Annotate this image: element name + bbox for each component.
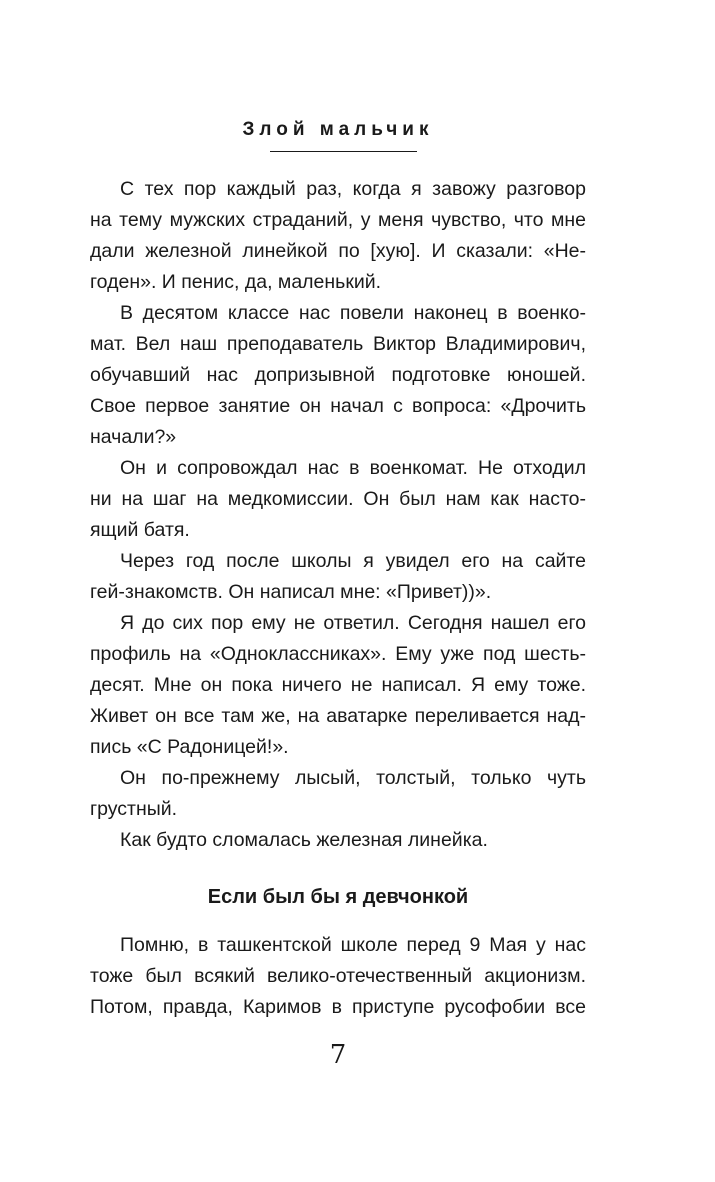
text-line: годен». И пенис, да, маленький. xyxy=(90,271,382,293)
text-line: начали?» xyxy=(90,426,177,448)
text-line: тоже был всякий велико-отечественный акционизм. xyxy=(90,965,586,987)
text-line: на тему мужских страданий, у меня чувство, что мне xyxy=(90,209,586,231)
text-line: дали железной линейкой по [хую]. И сказали: «Не- xyxy=(90,240,586,262)
section-body xyxy=(90,930,586,1023)
text-line: ящий батя. xyxy=(90,519,190,541)
text-line: Как будто сломалась железная линейка. xyxy=(120,829,488,851)
text-line: В десятом классе нас повели наконец в военко- xyxy=(120,302,586,324)
text-line: Через год после школы я увидел его на сайте xyxy=(120,550,586,572)
section-title: Если был бы я девчонкой xyxy=(207,886,469,908)
text-line: пись «С Радоницей!». xyxy=(90,736,289,758)
text-line: Потом, правда, Каримов в приступе русофобии все xyxy=(90,996,586,1018)
text-line: грустный. xyxy=(90,798,178,820)
text-line: Он по-прежнему лысый, толстый, только чуть xyxy=(120,767,586,789)
text-line: обучавший нас допризывной подготовке юношей. xyxy=(90,364,586,386)
text-line: ни на шаг на медкомиссии. Он был нам как насто- xyxy=(90,488,586,510)
text-line: Он и сопровождал нас в военкомат. Не отходил xyxy=(120,457,586,479)
section-body xyxy=(90,174,586,856)
text-line: Я до сих пор ему не ответил. Сегодня нашел его xyxy=(120,612,586,634)
text-line: мат. Вел наш преподаватель Виктор Владимирович, xyxy=(90,333,586,355)
text-line: профиль на «Одноклассниках». Ему уже под шесть- xyxy=(90,643,586,665)
text-line: Свое первое занятие он начал с вопроса: «Дрочить xyxy=(90,395,586,417)
text-line: гей-знакомств. Он написал мне: «Привет))». xyxy=(90,581,492,603)
text-line: Живет он все там же, на аватарке переливается над- xyxy=(90,705,586,727)
section-title: Злой мальчик xyxy=(242,119,434,140)
page-number: 7 xyxy=(329,1040,347,1070)
text-line: десят. Мне он пока ничего не написал. Я ему тоже. xyxy=(90,674,586,696)
text-line: С тех пор каждый раз, когда я завожу разговор xyxy=(120,178,586,200)
text-line: Помню, в ташкентской школе перед 9 Мая у нас xyxy=(120,934,586,956)
title-underline xyxy=(270,151,417,152)
